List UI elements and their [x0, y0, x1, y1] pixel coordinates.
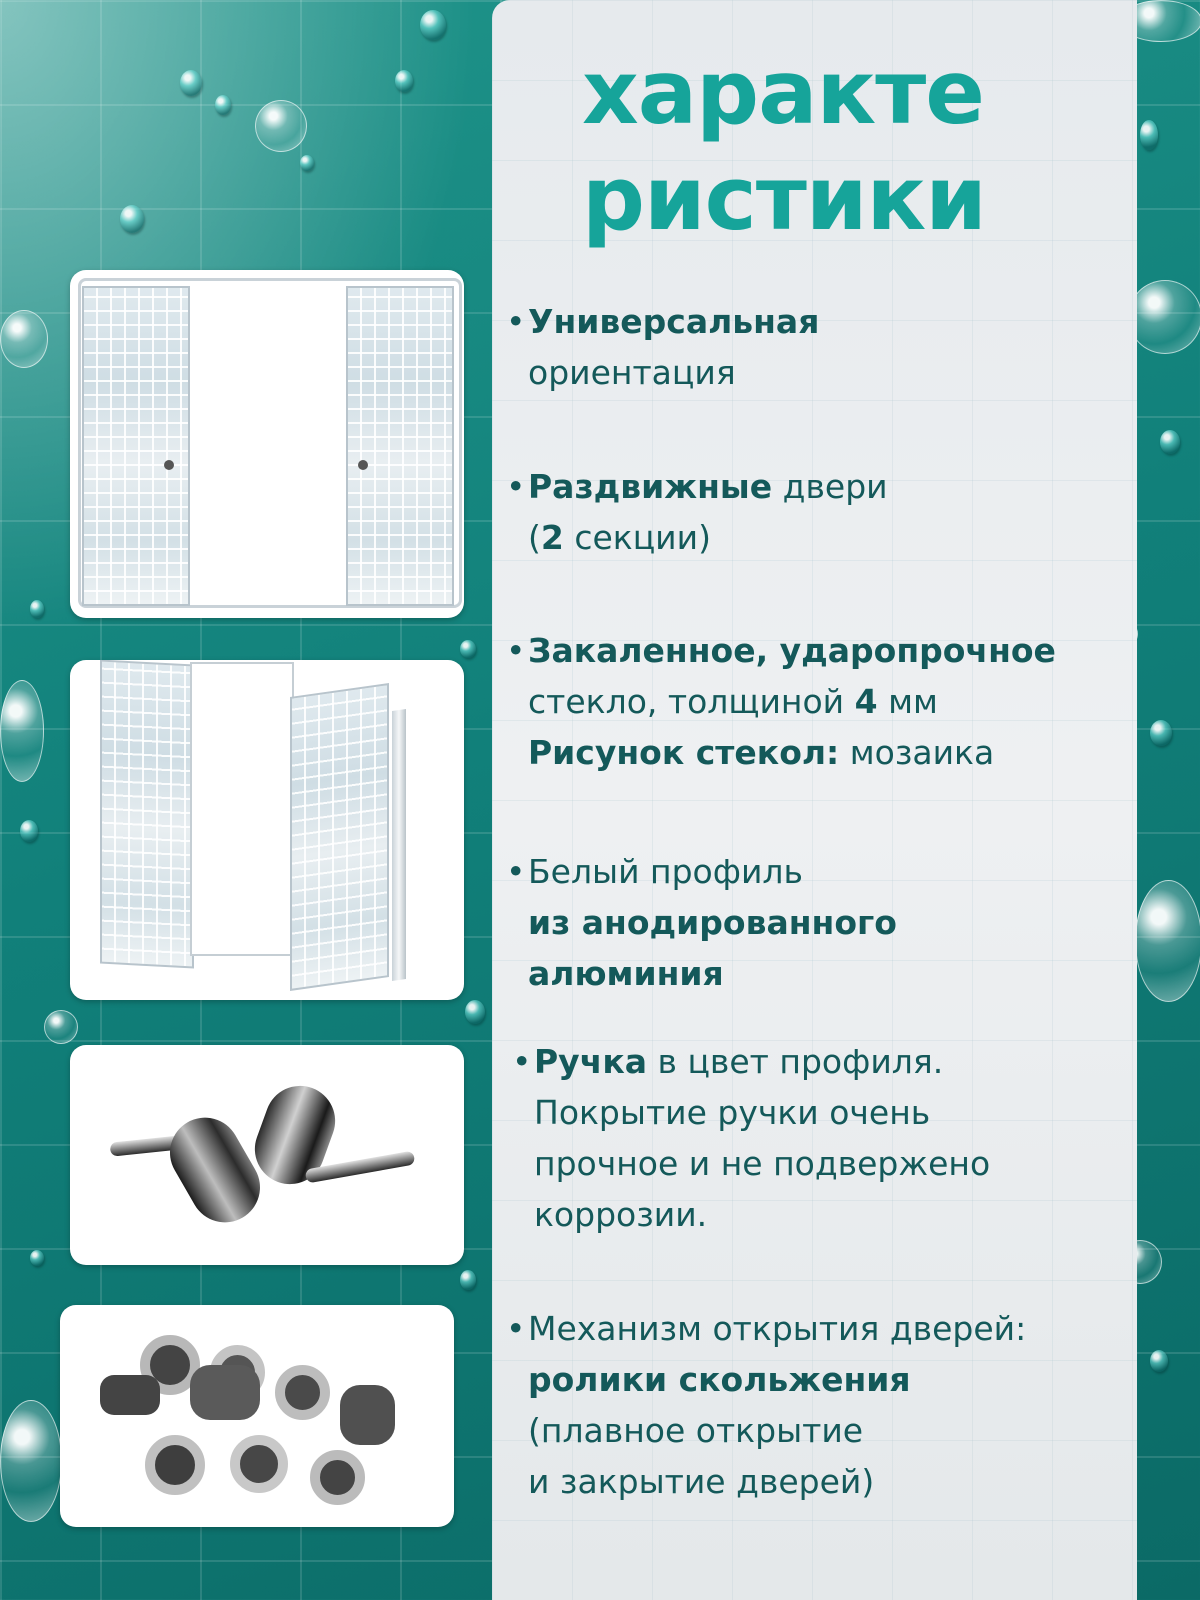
- feature-item: [506, 1303, 1026, 1507]
- feature-text: Рисунок стекол:: [528, 733, 840, 772]
- feature-text: алюминия: [528, 954, 724, 993]
- feature-text: (плавное открытие: [528, 1411, 864, 1450]
- roller-bracket: [340, 1385, 395, 1445]
- feature-line: [506, 846, 897, 897]
- title-line: ристики: [582, 147, 986, 250]
- feature-text: мм: [877, 682, 938, 721]
- feature-line: [512, 1189, 990, 1240]
- feature-text: ориентация: [528, 353, 736, 392]
- bullet-icon: •: [506, 302, 526, 341]
- feature-text: коррозии.: [534, 1195, 708, 1234]
- feature-text: Белый профиль: [528, 852, 803, 891]
- feature-line: [506, 296, 819, 347]
- feature-text: мозаика: [839, 733, 995, 772]
- bullet-icon: •: [506, 467, 526, 506]
- feature-line: [506, 1456, 1026, 1507]
- feature-text: Раздвижные: [528, 467, 773, 506]
- feature-item: [506, 461, 888, 563]
- roller-wheels-image: [60, 1305, 454, 1527]
- roller-bracket: [190, 1365, 260, 1420]
- roller-icon: [275, 1365, 330, 1420]
- feature-text: (: [528, 518, 541, 557]
- feature-line: [506, 461, 888, 512]
- feature-line: [506, 1405, 1026, 1456]
- feature-line: [506, 727, 1056, 778]
- bullet-icon: •: [506, 852, 526, 891]
- feature-text: Универсальная: [528, 302, 820, 341]
- feature-text: Покрытие ручки очень: [534, 1093, 931, 1132]
- glass-panel-left: [82, 286, 190, 606]
- feature-line: [506, 347, 819, 398]
- feature-text: и закрытие дверей): [528, 1462, 875, 1501]
- feature-line: [506, 1303, 1026, 1354]
- feature-line: [506, 676, 1056, 727]
- feature-line: [512, 1138, 990, 1189]
- door-profile: [392, 709, 406, 981]
- roller-icon: [230, 1435, 288, 1493]
- handle-icon: [157, 1105, 273, 1235]
- feature-text: двери: [772, 467, 888, 506]
- feature-item: [512, 1036, 990, 1240]
- feature-text: Закаленное, ударопрочное: [528, 631, 1056, 670]
- feature-line: [512, 1036, 990, 1087]
- glass-panel-right: [346, 286, 454, 606]
- feature-text: прочное и не подвержено: [534, 1144, 991, 1183]
- feature-text: Механизм открытия дверей:: [528, 1309, 1027, 1348]
- bullet-icon: •: [512, 1042, 532, 1081]
- door-handles-image: [70, 1045, 464, 1265]
- feature-item: [506, 846, 897, 999]
- feature-line: [506, 897, 897, 948]
- feature-item: [506, 296, 819, 398]
- feature-line: [512, 1087, 990, 1138]
- feature-text: ролики скольжения: [528, 1360, 911, 1399]
- glass-panel-left: [100, 660, 194, 968]
- handle-icon: [164, 460, 174, 470]
- glass-panel-right: [290, 683, 389, 991]
- feature-line: [506, 948, 897, 999]
- roller-icon: [310, 1450, 365, 1505]
- bullet-icon: •: [506, 1309, 526, 1348]
- feature-text: стекло, толщиной: [528, 682, 855, 721]
- page-title: [582, 40, 986, 252]
- feature-text: из анодированного: [528, 903, 897, 942]
- feature-text: 4: [854, 682, 878, 721]
- glass-opening: [190, 662, 294, 956]
- feature-line: [506, 512, 888, 563]
- roller-icon: [145, 1435, 205, 1495]
- feature-text: Ручка: [534, 1042, 648, 1081]
- feature-line: [506, 1354, 1026, 1405]
- handle-icon: [358, 460, 368, 470]
- title-line: характе: [582, 41, 984, 144]
- feature-line: [506, 625, 1056, 676]
- feature-text: 2: [540, 518, 564, 557]
- feature-item: [506, 625, 1056, 778]
- feature-text: секции): [563, 518, 711, 557]
- roller-bracket: [100, 1375, 160, 1415]
- feature-text: в цвет профиля.: [647, 1042, 944, 1081]
- characteristics-panel: [492, 0, 1137, 1600]
- bullet-icon: •: [506, 631, 526, 670]
- sliding-doors-angle-image: [70, 660, 464, 1000]
- sliding-doors-front-image: [70, 270, 464, 618]
